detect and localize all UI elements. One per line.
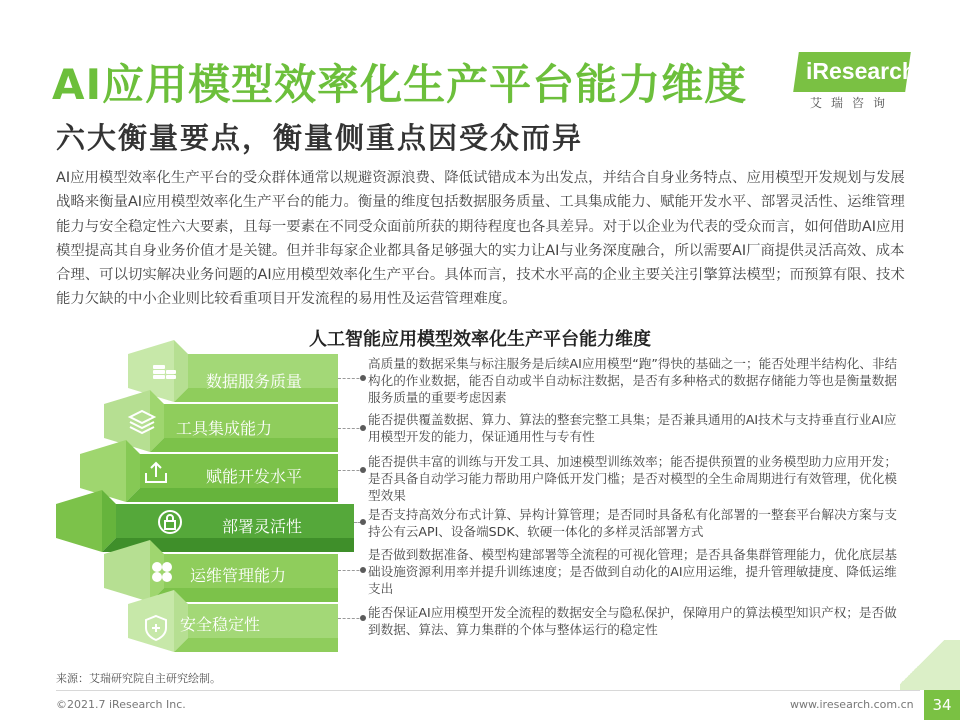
intro-paragraph: AI应用模型效率化生产平台的受众群体通常以规避资源浪费、降低试错成本为出发点，并结合自身业务特点、应用模型开发规划与发展战略来衡量AI应用模型效率化生产平台的能力。衡量的维度包括数据服务质量、工具集成能力、赋能开发水平、部署灵活性、运维管理能力与安全稳定性六大要素，且每一要素在不同受众面前所获的期待程度也各具差异。对于以企业为代表的受众而言，如何借助AI应用模型提高其自身业务价值才是关键。但并非每家企业都具备足够强大的实力让AI与业务深度融合，所以需要AI厂商提供灵活高效、成本合理、可以切实解决业务问题的AI应用模型效率化生产平台。具体而言，技术水平高的企业主要关注引擎算法模型；而预算有限、技术能力欠缺的中小企业则比较看重项目开发流程的易用性及运营管理难度。 bbox=[56, 170, 905, 308]
dimension-desc-1: 高质量的数据采集与标注服务是后续AI应用模型“跑”得快的基础之一；能否处理半结构化、非结构化的作业数据，能否自动或半自动标注数据，是否有多种格式的数据存储能力等也是衡量数据服务质量的重要考虑因素 bbox=[368, 356, 898, 405]
diagram-title: 人工智能应用模型效率化生产平台能力维度 bbox=[309, 329, 651, 350]
logo-subtext: 艾瑞咨询 bbox=[810, 96, 895, 110]
clover-icon bbox=[142, 552, 182, 592]
page-title: AI应用模型效率化生产平台能力维度 bbox=[52, 60, 748, 109]
dimension-label-2: 工具集成能力 bbox=[176, 419, 273, 438]
dimension-desc-3: 能否提供丰富的训练与开发工具、加速模型训练效率；能否提供预置的业务模型助力应用开发；是否具备自动学习能力帮助用户降低开发门槛；是否对模型的全生命周期进行有效管理，优化模型效果 bbox=[368, 454, 897, 503]
page-subtitle: 六大衡量要点，衡量侧重点因受众而异 bbox=[56, 121, 584, 155]
footer-website: www.iresearch.com.cn bbox=[790, 698, 914, 711]
connector-dot bbox=[360, 467, 366, 473]
connector-dot bbox=[360, 425, 366, 431]
footer-copyright: ©2021.7 iResearch Inc. bbox=[56, 698, 186, 711]
shield-icon bbox=[136, 608, 176, 648]
dimension-label-5: 运维管理能力 bbox=[190, 566, 287, 585]
page-number: 34 bbox=[924, 690, 960, 720]
coins-icon bbox=[144, 352, 184, 392]
corner-decoration bbox=[900, 640, 960, 690]
footer-divider bbox=[56, 690, 920, 691]
connector-dot bbox=[360, 567, 366, 573]
layers-icon bbox=[122, 402, 162, 442]
dimension-desc-4: 是否支持高效分布式计算、异构计算管理；是否同时具备私有化部署的一整套平台解决方案与支持公有云API、设备端SDK、软硬一体化的多样灵活部署方式 bbox=[368, 507, 897, 539]
dimension-desc-2: 能否提供覆盖数据、算力、算法的整套完整工具集；是否兼具通用的AI技术与支持垂直行业AI应用模型开发的能力，保证通用性与专有性 bbox=[368, 412, 897, 444]
iresearch-logo bbox=[796, 52, 920, 110]
logo-text: iResearch bbox=[806, 58, 916, 84]
dimension-label-4: 部署灵活性 bbox=[222, 517, 303, 536]
connector-dot bbox=[360, 615, 366, 621]
dimension-label-1: 数据服务质量 bbox=[206, 372, 303, 391]
source-note: 来源：艾瑞研究院自主研究绘制。 bbox=[56, 672, 221, 685]
dimension-desc-6: 能否保证AI应用模型开发全流程的数据安全与隐私保护，保障用户的算法模型知识产权；是否做到数据、算法、算力集群的个体与整体运行的稳定性 bbox=[368, 605, 897, 637]
connector-dot bbox=[360, 375, 366, 381]
dimension-label-6: 安全稳定性 bbox=[180, 615, 261, 634]
lock-cycle-icon bbox=[150, 502, 190, 542]
dimension-label-3: 赋能开发水平 bbox=[206, 467, 303, 486]
connector-dot bbox=[360, 519, 366, 525]
dimension-desc-5: 是否做到数据准备、模型构建部署等全流程的可视化管理；是否具备集群管理能力，优化底层基础设施资源利用率并提升训练速度；是否做到自动化的AI应用运维，提升管理敏捷度、降低运维支出 bbox=[368, 547, 897, 596]
upload-icon bbox=[136, 452, 176, 492]
